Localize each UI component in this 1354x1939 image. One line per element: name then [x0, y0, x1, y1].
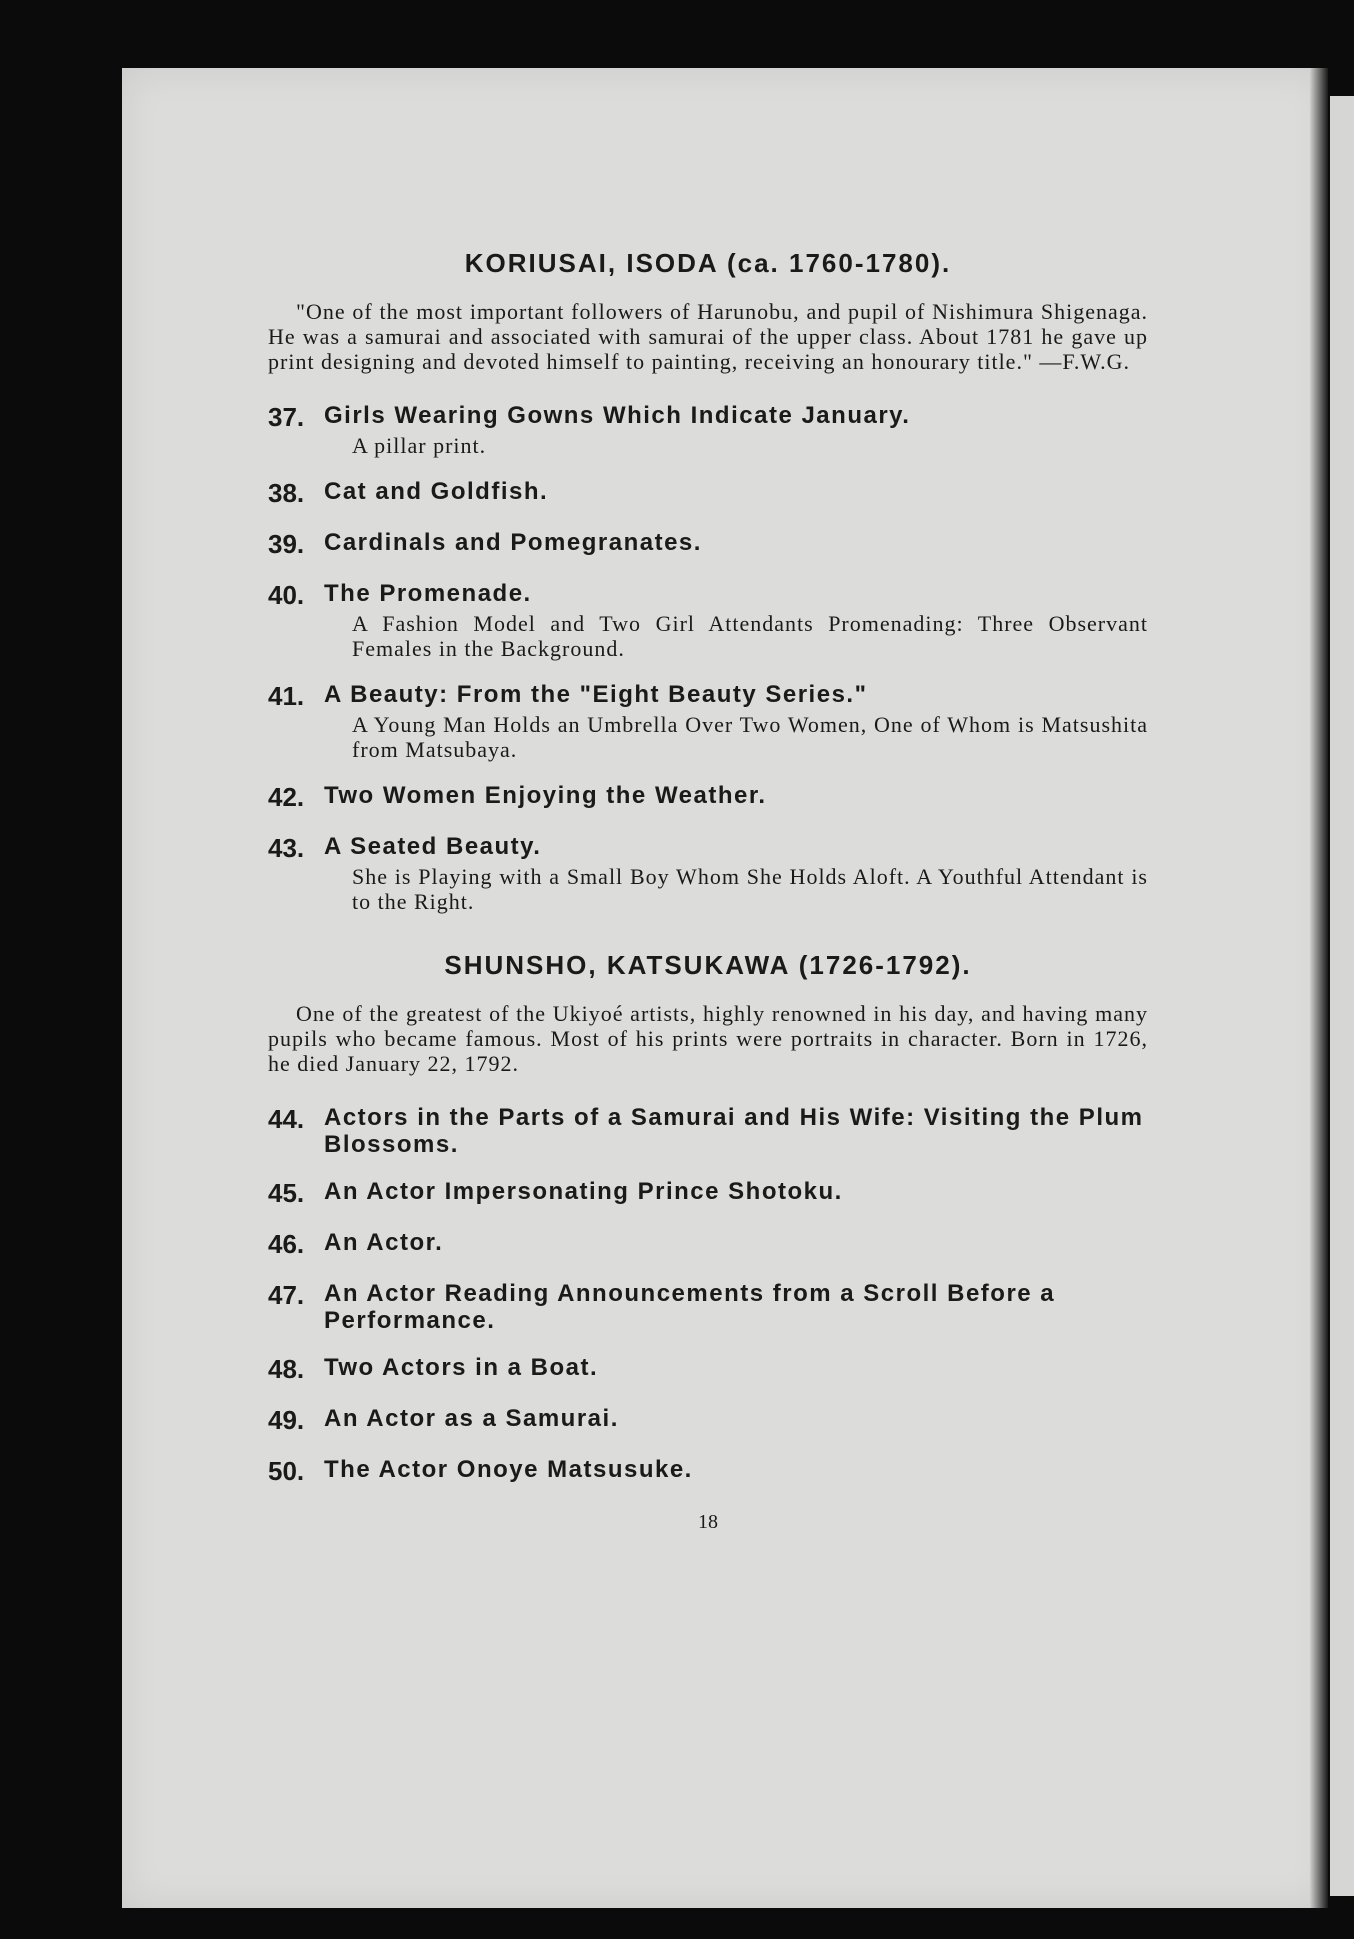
catalog-entry-41 — [268, 681, 1148, 762]
catalog-entry-45 — [268, 1178, 1148, 1209]
artist-dates: (ca. 1760-1780). — [726, 248, 952, 278]
catalog-entry-50 — [268, 1456, 1148, 1487]
book-gutter — [1310, 68, 1328, 1908]
entry-number: 50. — [268, 1456, 305, 1486]
entry-number: 37. — [268, 402, 305, 432]
entry-number: 42. — [268, 782, 305, 812]
entry-title: An Actor Reading Announcements from a Scroll Before a Performance. — [324, 1280, 1056, 1334]
entry-title: The Actor Onoye Matsusuke. — [324, 1456, 693, 1483]
catalog-entry-48 — [268, 1354, 1148, 1385]
entry-title: Two Actors in a Boat. — [324, 1354, 599, 1381]
catalog-entry-49 — [268, 1405, 1148, 1436]
catalog-entry-47 — [268, 1280, 1148, 1334]
artist-bio: One of the greatest of the Ukiyoé artists, highly renowned in his day, and having many pupils who became famous. Most of his prints were portraits in character. Born in 1726, he died January 22, 1792. — [268, 1001, 1148, 1076]
entry-title: A Seated Beauty. — [324, 833, 542, 860]
catalog-entry-42 — [268, 782, 1148, 813]
catalog-entry-46 — [268, 1229, 1148, 1260]
entry-number: 48. — [268, 1354, 305, 1384]
entry-title: Two Women Enjoying the Weather. — [324, 782, 767, 809]
artist-name: KORIUSAI, ISODA — [464, 248, 718, 278]
entry-number: 46. — [268, 1229, 305, 1259]
entry-number: 49. — [268, 1405, 305, 1435]
entry-number: 44. — [268, 1104, 305, 1134]
entry-number: 43. — [268, 833, 305, 863]
catalog-entry-40 — [268, 580, 1148, 661]
catalog-entry-38 — [268, 478, 1148, 509]
entry-number: 47. — [268, 1280, 305, 1310]
catalog-entry-44 — [268, 1104, 1148, 1158]
entry-description: A pillar print. — [352, 433, 487, 458]
facing-page-edge — [1330, 96, 1354, 1896]
catalog-entry-39 — [268, 529, 1148, 560]
page-content — [268, 248, 1148, 1534]
entry-description: She is Playing with a Small Boy Whom She Holds Aloft. A Youthful Attendant is to the Right. — [352, 864, 1148, 914]
entry-number: 38. — [268, 478, 305, 508]
section-spacer — [268, 934, 1148, 950]
entry-title: Cat and Goldfish. — [324, 478, 549, 505]
artist-name: SHUNSHO, KATSUKAWA — [444, 950, 790, 980]
entry-title: An Actor. — [324, 1229, 444, 1256]
artist-dates: (1726-1792). — [798, 950, 972, 980]
entry-title: An Actor as a Samurai. — [324, 1405, 619, 1432]
entry-number: 45. — [268, 1178, 305, 1208]
artist-heading — [268, 950, 1148, 981]
entry-number: 41. — [268, 681, 305, 711]
entry-title: Actors in the Parts of a Samurai and His Wife: Visiting the Plum Blossoms. — [324, 1104, 1144, 1158]
artist-section-koriusai — [268, 248, 1148, 914]
entry-title: The Promenade. — [324, 580, 532, 607]
artist-section-shunsho — [268, 950, 1148, 1487]
entry-title: Cardinals and Pomegranates. — [324, 529, 702, 556]
entry-description: A Fashion Model and Two Girl Attendants Promenading: Three Observant Females in the Background. — [352, 611, 1148, 661]
entry-description: A Young Man Holds an Umbrella Over Two Women, One of Whom is Matsushita from Matsubaya. — [352, 712, 1148, 762]
entry-title: Girls Wearing Gowns Which Indicate January. — [324, 402, 911, 429]
catalog-entry-43 — [268, 833, 1148, 914]
entry-title: An Actor Impersonating Prince Shotoku. — [324, 1178, 843, 1205]
artist-heading — [268, 248, 1148, 279]
page-number: 18 — [698, 1511, 718, 1533]
catalog-entry-37 — [268, 402, 1148, 458]
entry-number: 40. — [268, 580, 305, 610]
artist-bio: "One of the most important followers of Harunobu, and pupil of Nishimura Shigenaga. He was a samurai and associated with samurai of the upper class. About 1781 he gave up print designing and devoted himself to painting, receiving an honourary title." —F.W.G. — [268, 299, 1148, 374]
entry-number: 39. — [268, 529, 305, 559]
entry-title: A Beauty: From the "Eight Beauty Series." — [324, 681, 868, 708]
